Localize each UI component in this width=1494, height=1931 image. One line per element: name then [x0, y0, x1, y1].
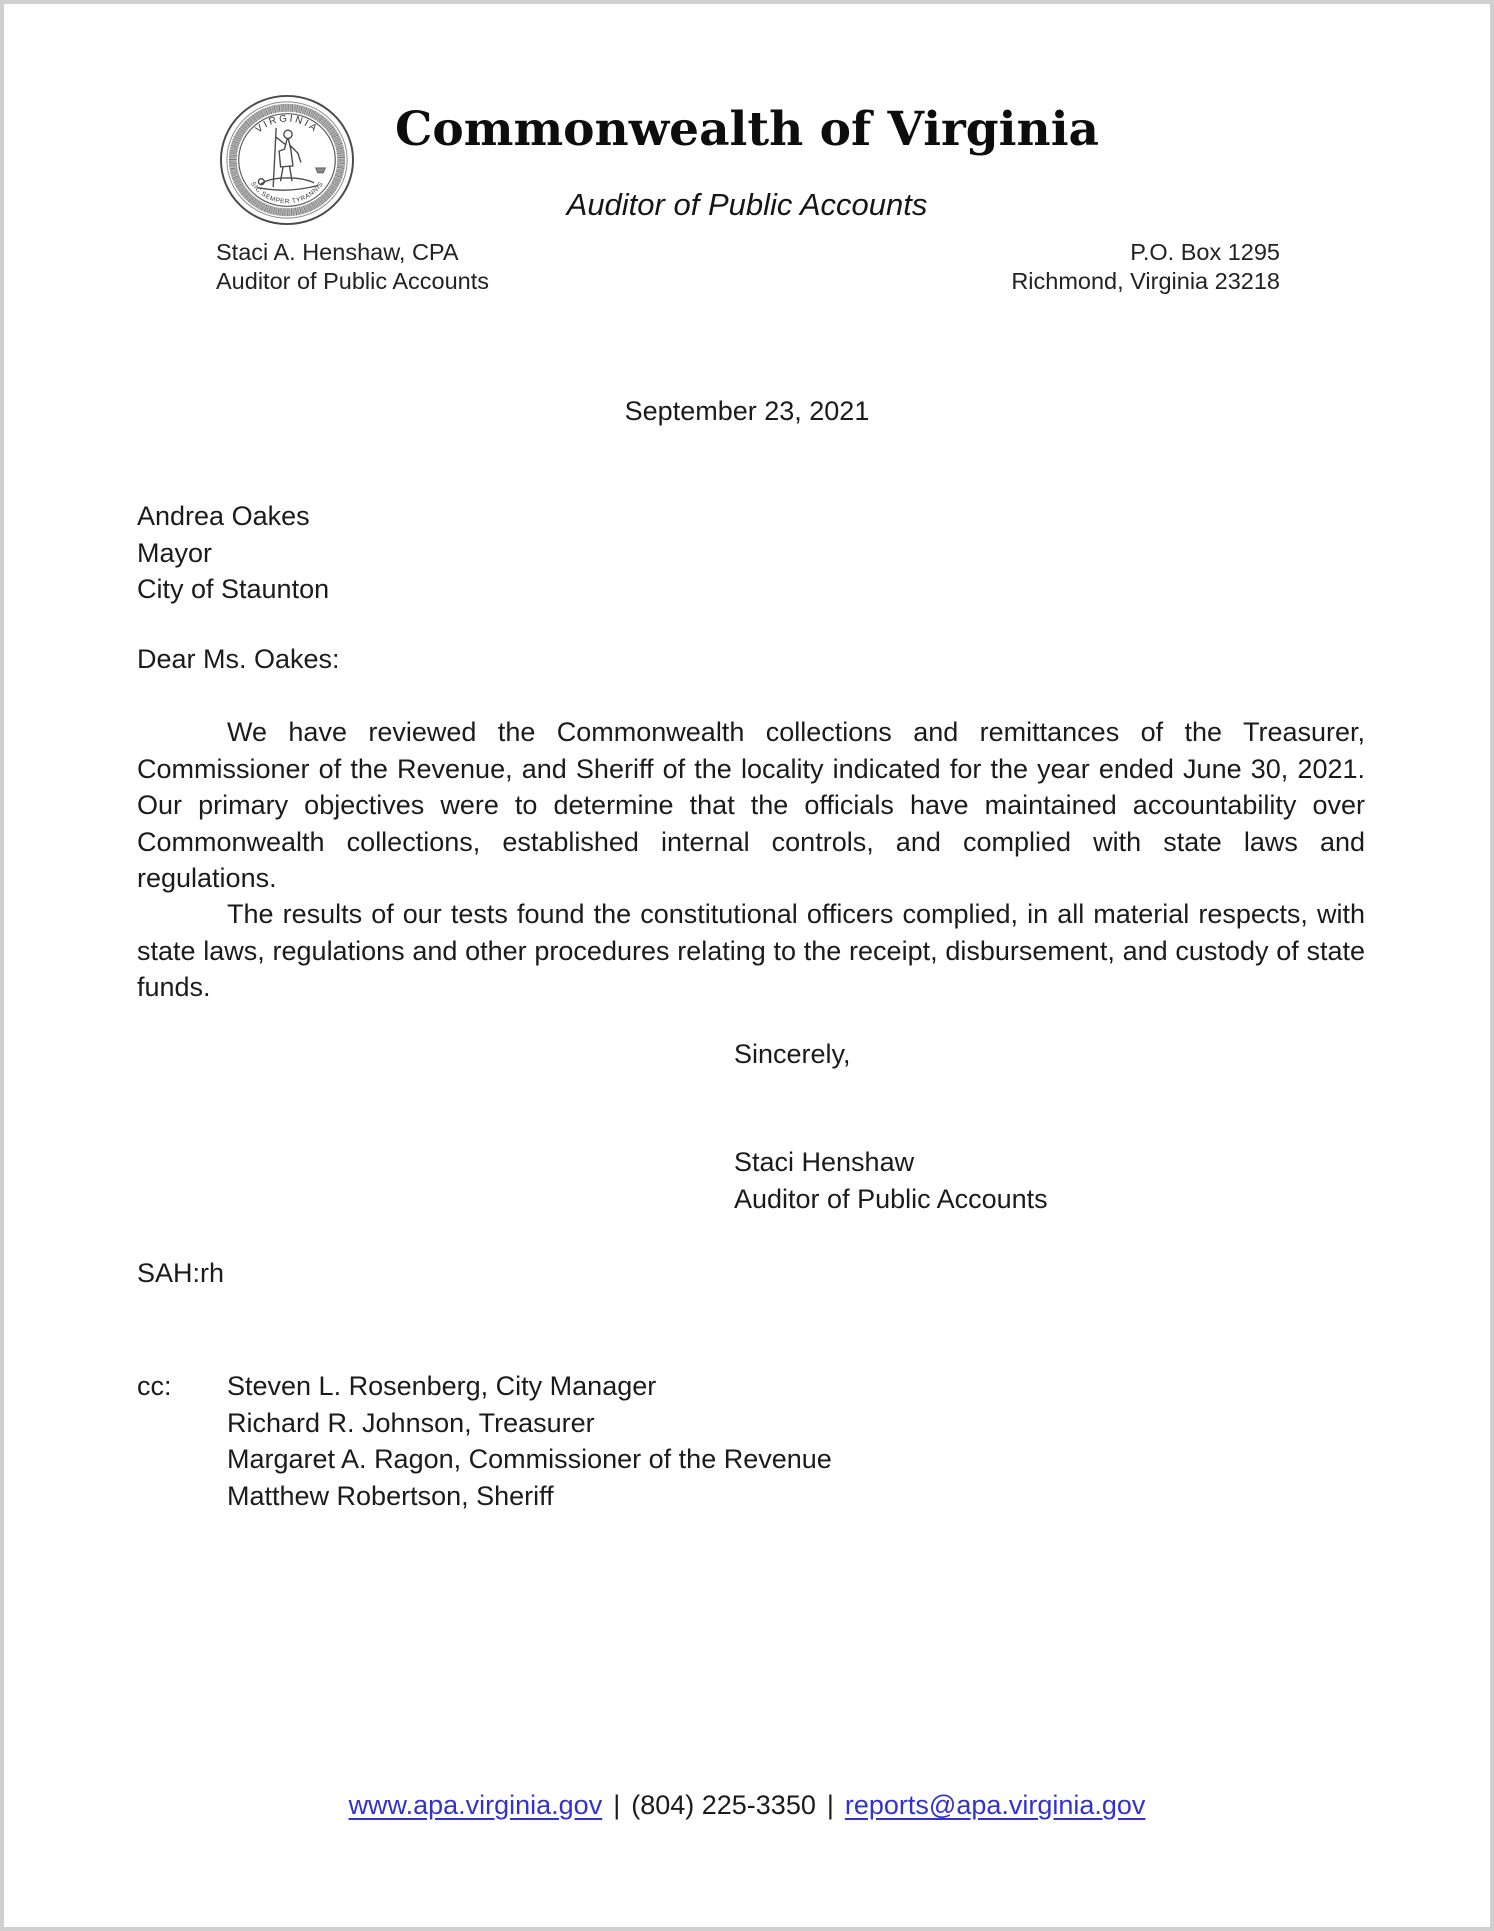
cc-label: cc:: [137, 1371, 172, 1401]
officer-title: Auditor of Public Accounts: [216, 268, 490, 294]
cc-name-1: Steven L. Rosenberg, City Manager: [227, 1371, 657, 1401]
recipient-title: Mayor: [137, 537, 213, 568]
letterhead-officer-block: [216, 238, 489, 296]
cc-names: [227, 1368, 832, 1514]
footer: [4, 1790, 1490, 1821]
officer-name: Staci A. Henshaw, CPA: [216, 239, 459, 265]
cc-name-3: Margaret A. Ragon, Commissioner of the Revenue: [227, 1444, 832, 1474]
body-paragraph-1: We have reviewed the Commonwealth collections and remittances of the Treasurer, Commissioner of the Revenue, and Sheriff of the locality indicated for the year ended June 30, 2021. Our primary objectives were to determine that the officials have maintained accountability over Commonwealth collections, established internal controls, and complied with state laws and regulations.: [137, 717, 1365, 894]
letterhead-address-block: [1011, 238, 1280, 296]
address-city: Richmond, Virginia 23218: [1011, 268, 1280, 294]
seal-text-top: VIRGINIA: [253, 113, 321, 136]
letterhead-title: Commonwealth of Virginia: [394, 102, 1100, 157]
footer-separator-1: |: [613, 1790, 621, 1820]
signature-title: Auditor of Public Accounts: [734, 1183, 1048, 1214]
signature-name: Staci Henshaw: [734, 1147, 915, 1177]
closing: Sincerely,: [734, 1039, 851, 1069]
reference-initials: SAH:rh: [137, 1258, 225, 1288]
cc-block: [137, 1368, 832, 1514]
letter-date: September 23, 2021: [624, 396, 870, 426]
footer-phone: (804) 225-3350: [631, 1790, 816, 1820]
recipient-name: Andrea Oakes: [137, 501, 310, 531]
cc-name-4: Matthew Robertson, Sheriff: [227, 1480, 554, 1511]
seal-text-bottom: SIC SEMPER TYRANNIS: [249, 180, 325, 206]
body-paragraph-2: The results of our tests found the constitutional officers complied, in all material respects, with state laws, regulations and other procedures relating to the receipt, disbursement, and custody of state funds.: [137, 899, 1365, 1003]
signature-block: [734, 1144, 1048, 1217]
cc-name-2: Richard R. Johnson, Treasurer: [227, 1407, 595, 1438]
recipient-block: [137, 498, 329, 608]
footer-email-link[interactable]: reports@apa.virginia.gov: [844, 1790, 1146, 1820]
salutation: Dear Ms. Oakes:: [137, 644, 340, 674]
letterhead-subtitle: Auditor of Public Accounts: [566, 187, 928, 222]
address-po-box: P.O. Box 1295: [1130, 239, 1280, 265]
footer-website-link[interactable]: www.apa.virginia.gov: [348, 1790, 603, 1820]
footer-separator-2: |: [826, 1790, 834, 1820]
recipient-locality: City of Staunton: [137, 574, 330, 604]
